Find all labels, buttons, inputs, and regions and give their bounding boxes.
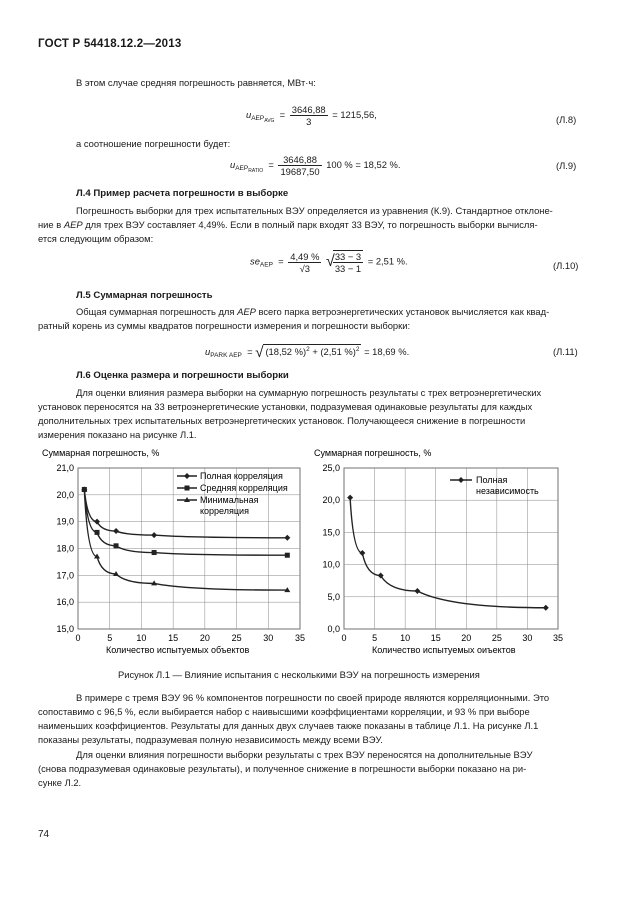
data-point-square [114, 543, 119, 548]
chart-left [42, 448, 305, 655]
y-tick-label: 5,0 [327, 591, 340, 602]
legend-medium-correlation: Средняя корреляция [200, 483, 288, 493]
data-point-square [152, 550, 157, 555]
left-xlabel: Количество испытуемых объектов [106, 645, 250, 655]
y-tick-label: 15,0 [56, 624, 74, 634]
data-point-diamond [543, 605, 549, 611]
equation-number-l8: (Л.8) [556, 114, 577, 125]
right-xticks [341, 633, 563, 643]
section-heading-l5: Л.5 Суммарная погрешность [76, 290, 213, 301]
legend-diamond-marker [184, 473, 190, 479]
data-point-diamond [151, 532, 157, 538]
data-point-diamond [347, 495, 353, 501]
y-tick-label: 19,0 [56, 516, 74, 527]
y-tick-label: 16,0 [56, 597, 74, 608]
x-tick-label: 30 [263, 633, 274, 643]
figure-caption: Рисунок Л.1 — Влияние испытания с несколькими ВЭУ на погрешность измерения [118, 669, 480, 680]
x-tick-label: 35 [294, 633, 306, 643]
legend-independence-marker [458, 477, 464, 483]
equation-number-l11: (Л.11) [553, 346, 578, 357]
data-point-square [95, 530, 100, 535]
paragraph-avg-intro: В этом случае средняя погрешность равняется, МВт·ч: [76, 77, 316, 88]
x-tick-label: 25 [231, 633, 242, 643]
page-number: 74 [38, 829, 50, 840]
left-legend [177, 471, 288, 516]
y-tick-label: 25,0 [322, 463, 340, 473]
x-tick-label: 35 [552, 633, 564, 643]
left-ylabel: Суммарная погрешность, % [42, 448, 160, 458]
y-tick-label: 20,0 [56, 489, 74, 500]
y-tick-label: 17,0 [56, 570, 74, 581]
data-point-square [285, 553, 290, 558]
section-heading-l4: Л.4 Пример расчета погрешности в выборке [76, 188, 289, 199]
legend-independence-line1: Полная [476, 475, 508, 485]
legend-square-marker [185, 486, 190, 491]
data-point-diamond [284, 535, 290, 541]
x-tick-label: 20 [199, 633, 210, 643]
equation-l8: $u_{AEPAVG}$ = $\frac{3646,88}{3}$ = 1215,56, [246, 104, 377, 127]
equation-l11: $u_{PARK AEP}$ = √ (18,52 %)$^2$ + (2,51 %)$^2$ = 18,69 %. [205, 344, 410, 361]
x-tick-label: 10 [400, 633, 411, 643]
data-point-diamond [113, 528, 119, 534]
equation-l10: $se_{AEP}$ = $\frac{4,49 \%}{√3}$ √ $\frac{33 - 3}{33 - 1}$ = 2,51 %. [250, 250, 408, 274]
y-tick-label: 10,0 [322, 559, 340, 570]
right-ylabel: Суммарная погрешность, % [314, 448, 432, 458]
figure-l1-charts [0, 440, 630, 670]
chart-right [314, 448, 563, 655]
y-tick-label: 15,0 [322, 527, 340, 538]
equation-l9: $u_{AEPRATIO}$ = $\frac{3646,88}{19687,50}$ 100 % = 18,52 %. [230, 154, 401, 177]
x-tick-label: 15 [430, 633, 441, 643]
x-tick-label: 30 [522, 633, 533, 643]
legend-full-correlation: Полная корреляция [200, 471, 283, 481]
legend-min-correlation-line2: корреляция [200, 506, 249, 516]
left-xticks [75, 633, 305, 643]
right-legend [450, 475, 539, 496]
left-series [81, 486, 290, 592]
paragraph-l4: Погрешность выборки для трех испытательных ВЭУ определяется из уравнения (К.9). Стандартное отклоне- ние в AEP для трех ВЭУ составляет 4,49%. Если в полный парк входят 33 ВЭУ, то погрешность выборки вычисля- ется следующим образом: [38, 205, 553, 244]
legend-independence-line2: независимость [476, 486, 539, 496]
y-tick-label: 18,0 [56, 543, 74, 554]
right-series [347, 495, 549, 611]
paragraph-l6: Для оценки влияния размера выборки на суммарную погрешность результаты с трех ветроэнергетических установок переносятся на 33 ветроэнергетические установки, подразумевая одинаковые результаты для каждых дополнительных трех испытательных ветроэнергетических установок. Получающееся снижение в погрешности измерения показано на рисунке Л.1. [38, 387, 542, 440]
data-point-diamond [359, 550, 365, 556]
series-line-0 [350, 498, 546, 608]
paragraph-l5: Общая суммарная погрешность для AEP всего парка ветроэнергетических установок вычисляется как квад- ратный корень из суммы квадратов погрешности измерения и погрешности выборки: [38, 306, 550, 331]
document-header: ГОСТ Р 54418.12.2—2013 [38, 38, 182, 50]
y-tick-label: 20,0 [322, 495, 340, 506]
equation-number-l9: (Л.9) [556, 160, 577, 171]
x-tick-label: 10 [136, 633, 147, 643]
x-tick-label: 15 [168, 633, 179, 643]
x-tick-label: 5 [107, 633, 113, 643]
x-tick-label: 20 [461, 633, 472, 643]
x-tick-label: 0 [341, 633, 347, 643]
paragraph-after-figure: В примере с тремя ВЭУ 96 % компонентов погрешности по своей природе являются корреляционными. Это сопоставимо с 96,5 %, если выбирается набор с наивысшими коэффициентами корреляции, и 93 % при выборе наименьших коэффициентов. Результаты для данных двух случаев также показаны в таблице Л.1. На рисунке Л.1 показаны результаты, подразумевая полную независимость между всеми ВЭУ. [38, 692, 550, 745]
paragraph-sample-error: Для оценки влияния погрешности выборки результаты с трех ВЭУ переносятся на дополнительные ВЭУ (снова подразумевая одинаковые результаты), и полученное снижение в погрешности выборки показано на ри- сунке Л.2. [38, 749, 533, 788]
x-tick-label: 0 [75, 633, 81, 643]
section-heading-l6: Л.6 Оценка размера и погрешности выборки [76, 370, 289, 381]
equation-number-l10: (Л.10) [553, 260, 579, 271]
x-tick-label: 25 [491, 633, 502, 643]
data-point-diamond [414, 588, 420, 594]
right-yticks [322, 463, 340, 634]
y-tick-label: 0,0 [327, 624, 340, 634]
y-tick-label: 21,0 [56, 463, 74, 473]
right-xlabel: Количество испытуемых оиъектов [372, 645, 516, 655]
x-tick-label: 5 [372, 633, 378, 643]
paragraph-ratio-intro: а соотношение погрешности будет: [76, 138, 231, 149]
legend-min-correlation-line1: Минимальная [200, 495, 259, 505]
left-yticks [56, 463, 74, 634]
